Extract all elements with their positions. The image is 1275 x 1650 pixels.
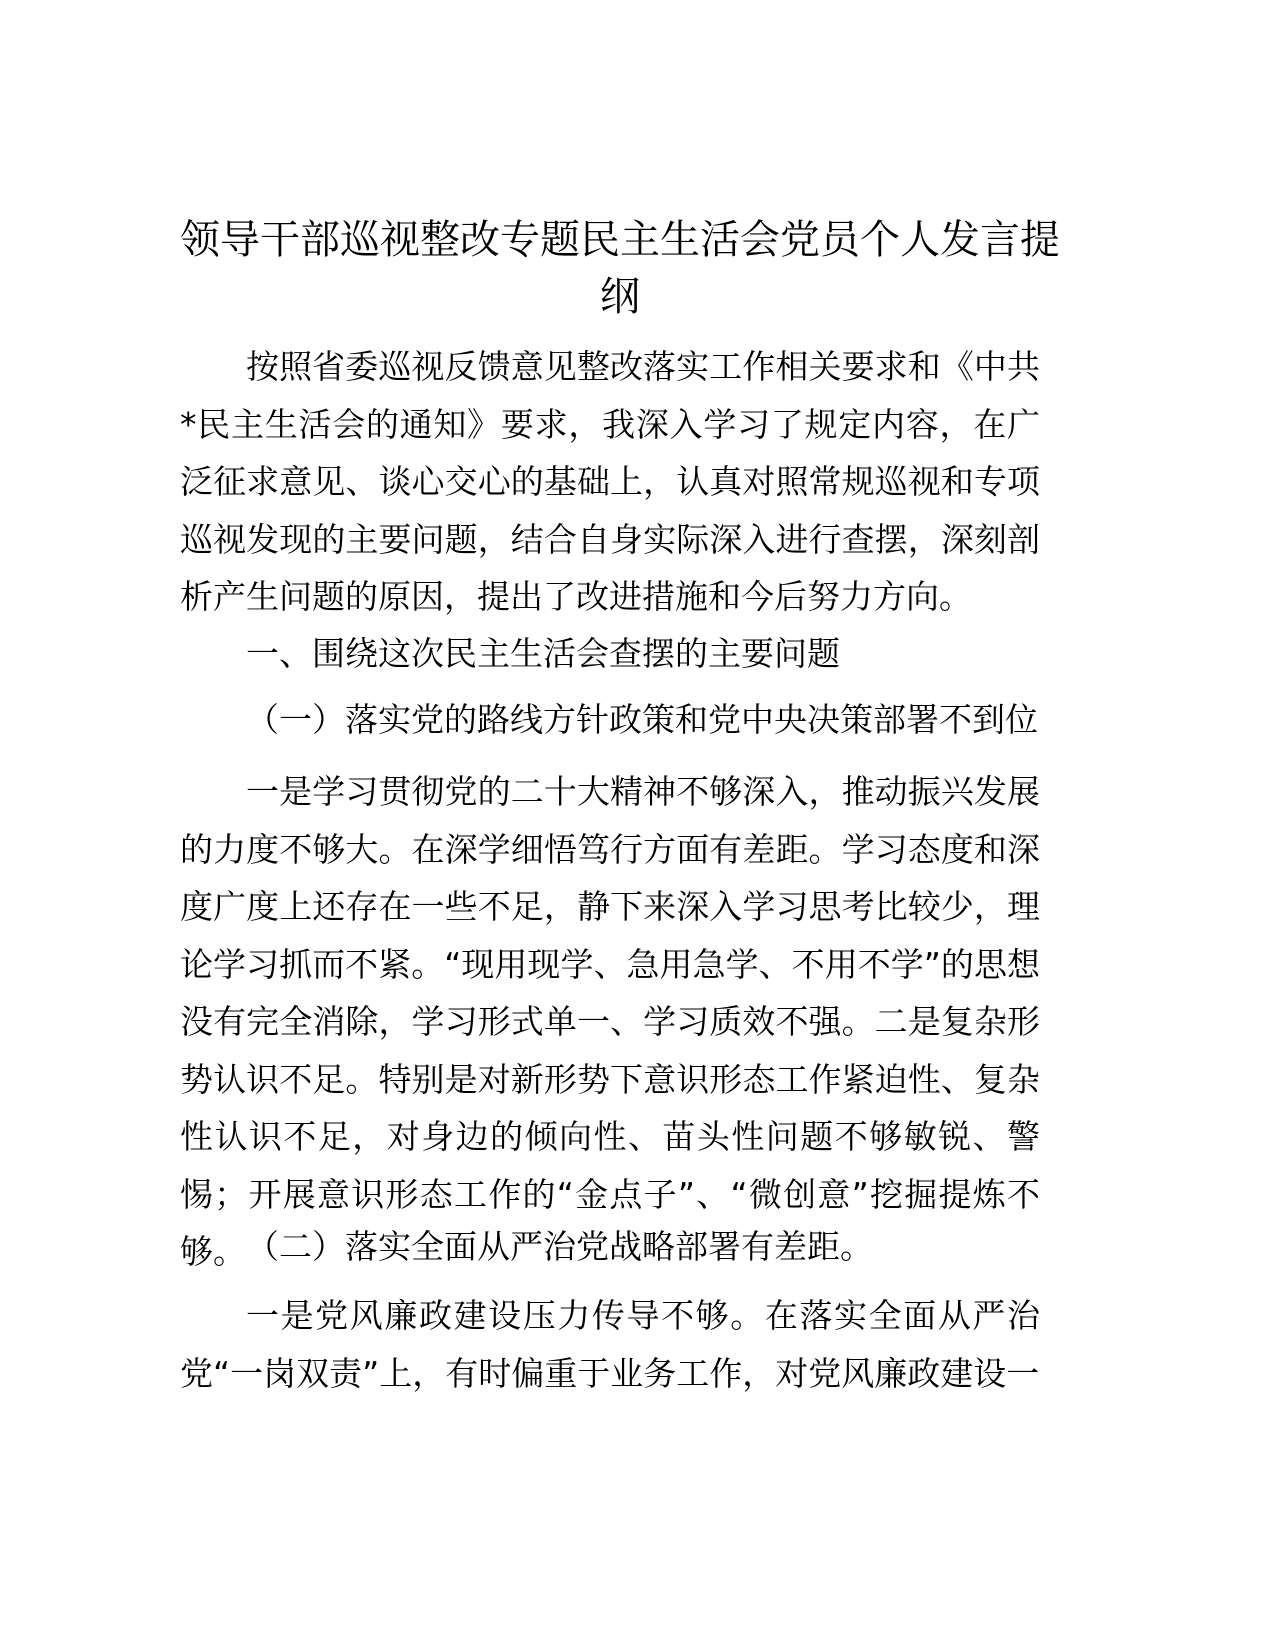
section-heading-1: 一、围绕这次民主生活会查摆的主要问题 [246,634,840,673]
document-title: 领导干部巡视整改专题民主生活会党员个人发言提纲 [180,217,1060,320]
subsection-heading-1: （一）落实党的路线方针政策和党中央决策部署不到位 [246,700,1038,739]
intro-paragraph: 按照省委巡视反馈意见整改落实工作相关要求和《中共*民主生活会的通知》要求，我深入学习了规定内容，在广泛征求意见、谈心交心的基础上，认真对照常规巡视和专项巡视发现的主要问题，结合自身实际深入进行查摆，深刻剖析产生问题的原因，提出了改进措施和今后努力方向。 [180,347,1040,616]
subsection-1-body-paragraph: 一是学习贯彻党的二十大精神不够深入，推动振兴发展的力度不够大。在深学细悟笃行方面有差距。学习态度和深度广度上还存在一些不足，静下来深入学习思考比较少，理论学习抓而不紧。“现用现学、急用急学、不用不学”的思想没有完全消除，学习形式单一、学习质效不强。二是复杂形势认识不足。特别是对新形势下意识形态工作紧迫性、复杂性认识不足，对身边的倾向性、苗头性问题不够敏锐、警惕；开展意识形态工作的“金点子”、“微创意”挖掘提炼不够。 [180,772,1040,1271]
subsection-2-body-paragraph: 一是党风廉政建设压力传导不够。在落实全面从严治党“一岗双责”上，有时偏重于业务工作，对党风廉政建设一 [180,1296,1040,1393]
subsection-heading-2: （二）落实全面从严治党战略部署有差距。 [246,1227,873,1266]
